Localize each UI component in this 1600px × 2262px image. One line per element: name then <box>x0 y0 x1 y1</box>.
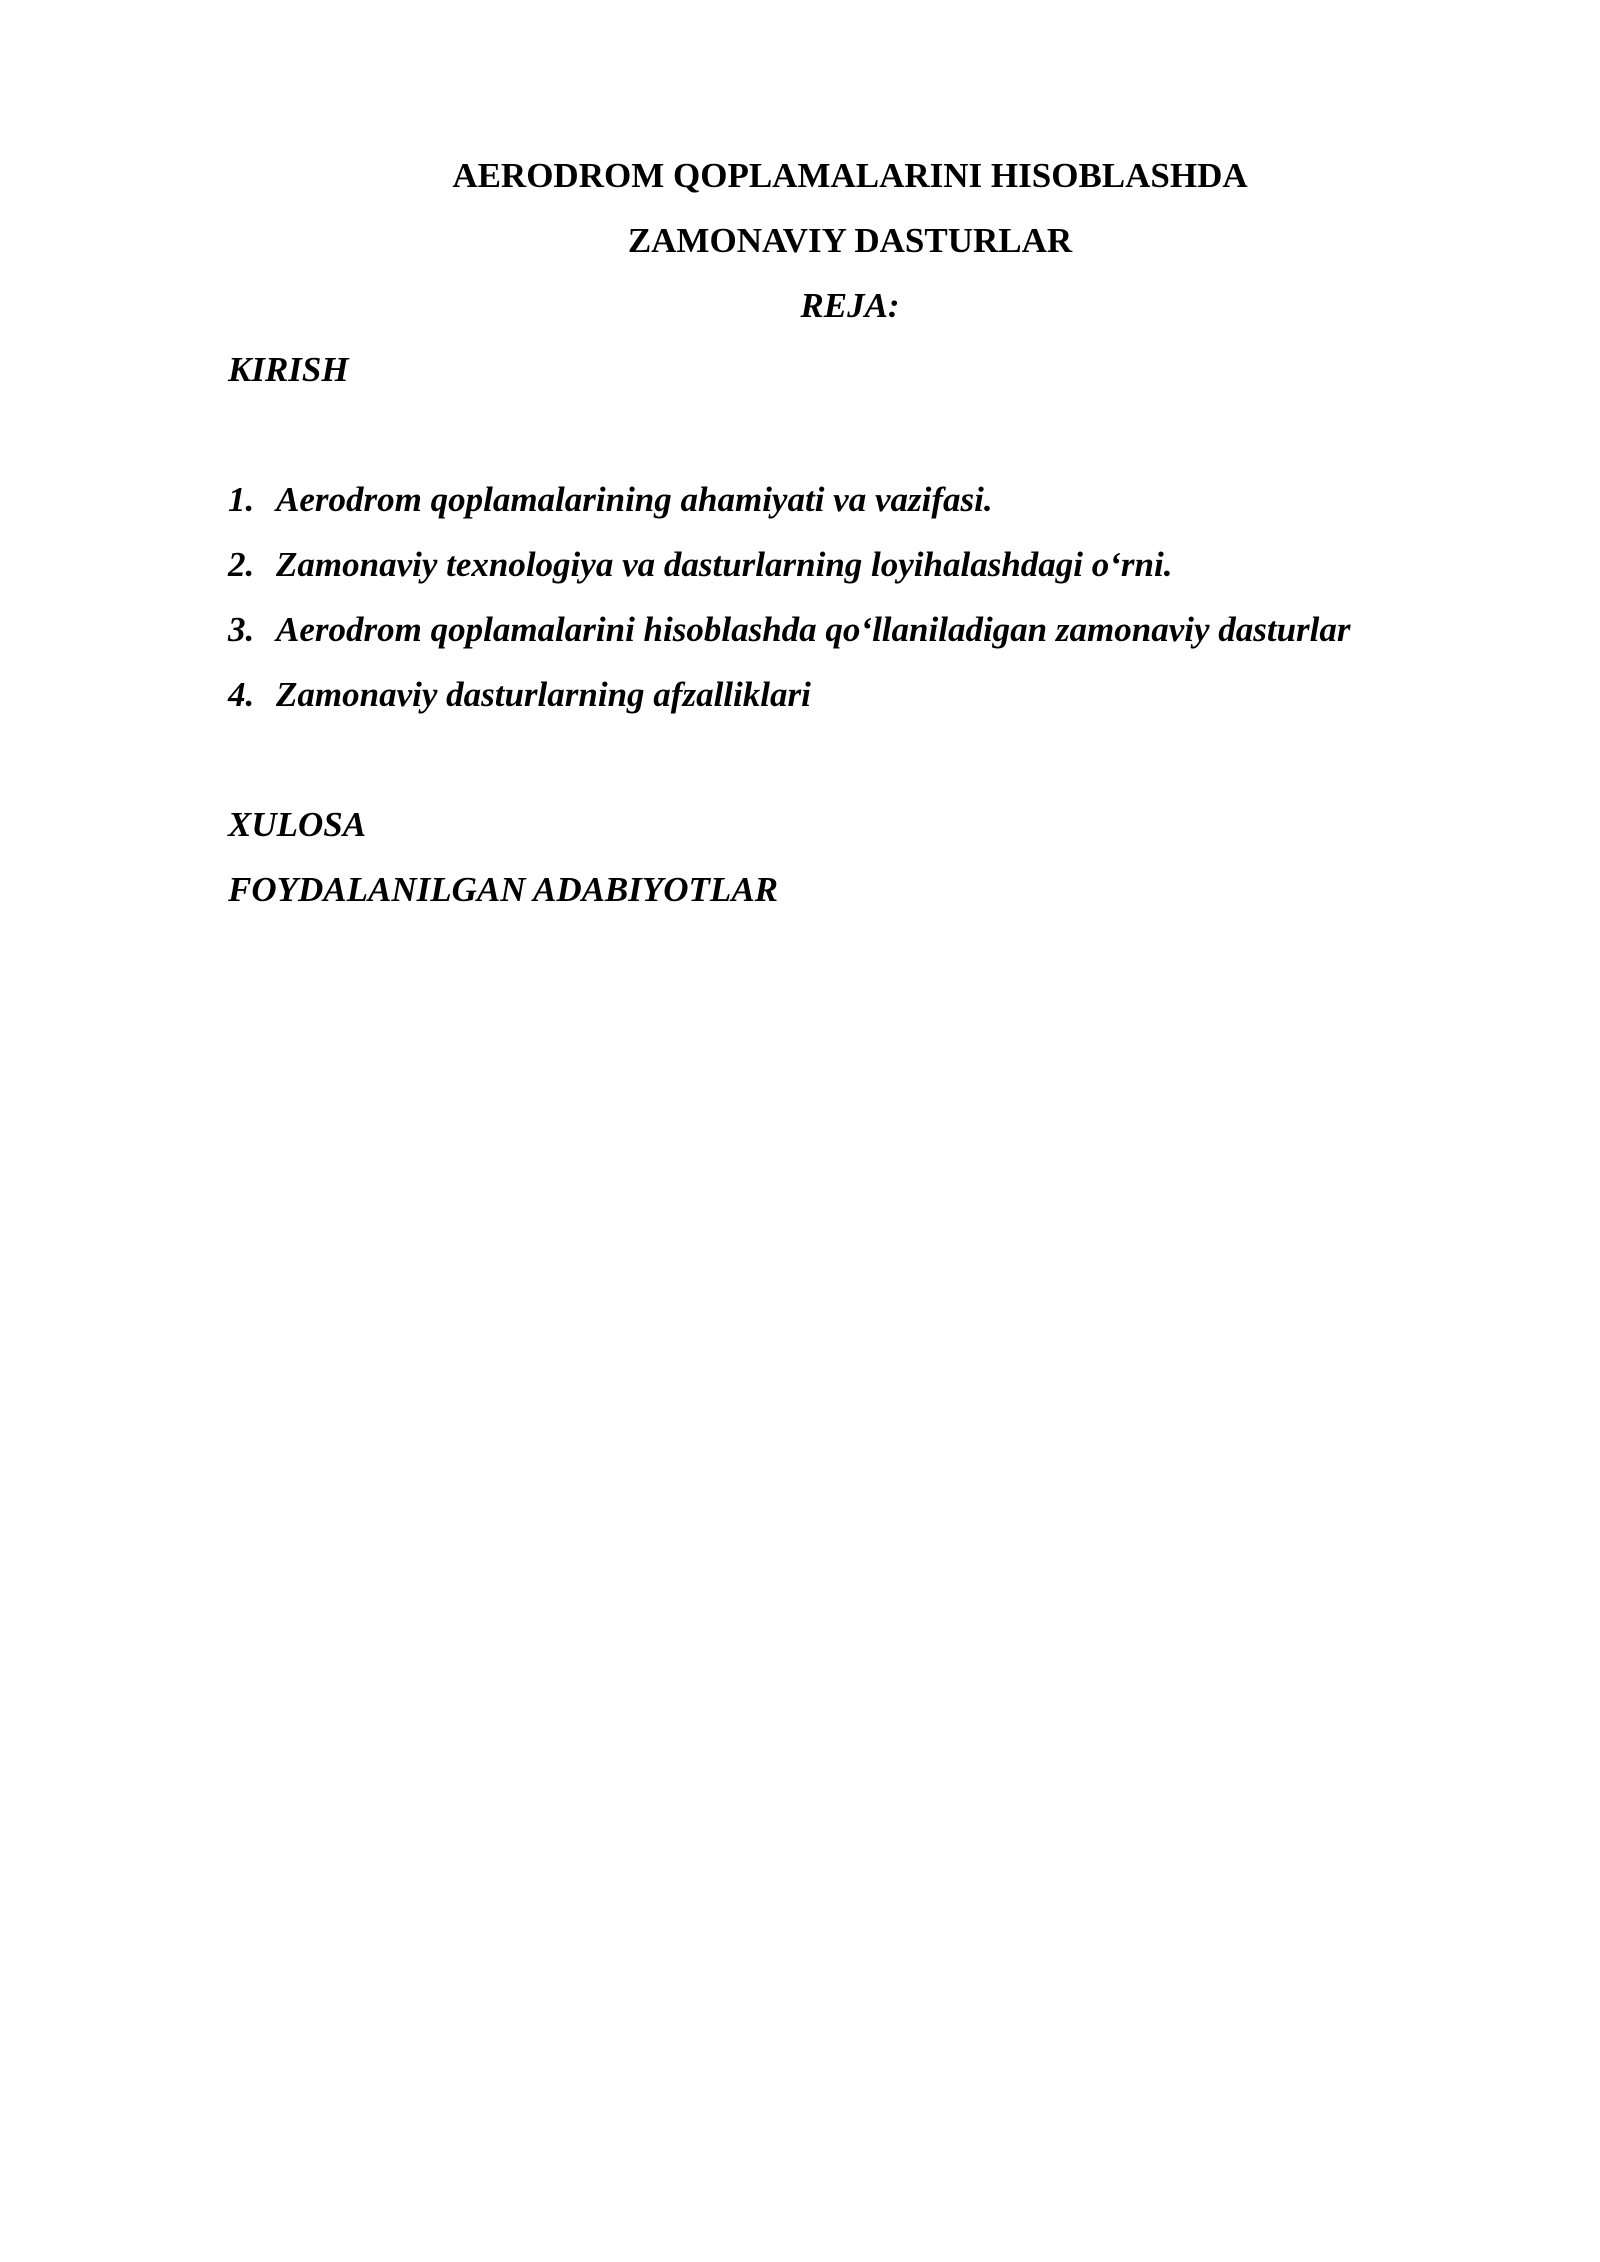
plan-item <box>228 545 1351 610</box>
plan-item-text: Aerodrom qoplamalarini hisoblashda qo‘llaniladigan zamonaviy dasturlar <box>276 610 1351 649</box>
plan-item <box>228 480 1351 545</box>
plan-list <box>228 480 1351 740</box>
plan-item <box>228 610 1351 675</box>
plan-item-text: Zamonaviy dasturlarning afzalliklari <box>276 675 811 714</box>
plan-item <box>228 675 1351 740</box>
plan-item-number: 3. <box>228 610 255 649</box>
conclusion-heading: XULOSA <box>228 805 367 844</box>
plan-item-text: Aerodrom qoplamalarining ahamiyati va vazifasi. <box>276 480 993 519</box>
plan-item-number: 4. <box>228 675 255 714</box>
plan-heading: REJA: <box>800 286 900 325</box>
references-heading: FOYDALANILGAN ADABIYOTLAR <box>228 870 779 909</box>
intro-heading: KIRISH <box>228 350 349 389</box>
plan-item-number: 2. <box>228 545 255 584</box>
plan-item-number: 1. <box>228 480 255 519</box>
document-title-line-1: AERODROM QOPLAMALARINI HISOBLASHDA <box>452 156 1248 195</box>
document-title-line-2: ZAMONAVIY DASTURLAR <box>627 221 1073 260</box>
plan-item-text: Zamonaviy texnologiya va dasturlarning loyihalashdagi o‘rni. <box>276 545 1173 584</box>
